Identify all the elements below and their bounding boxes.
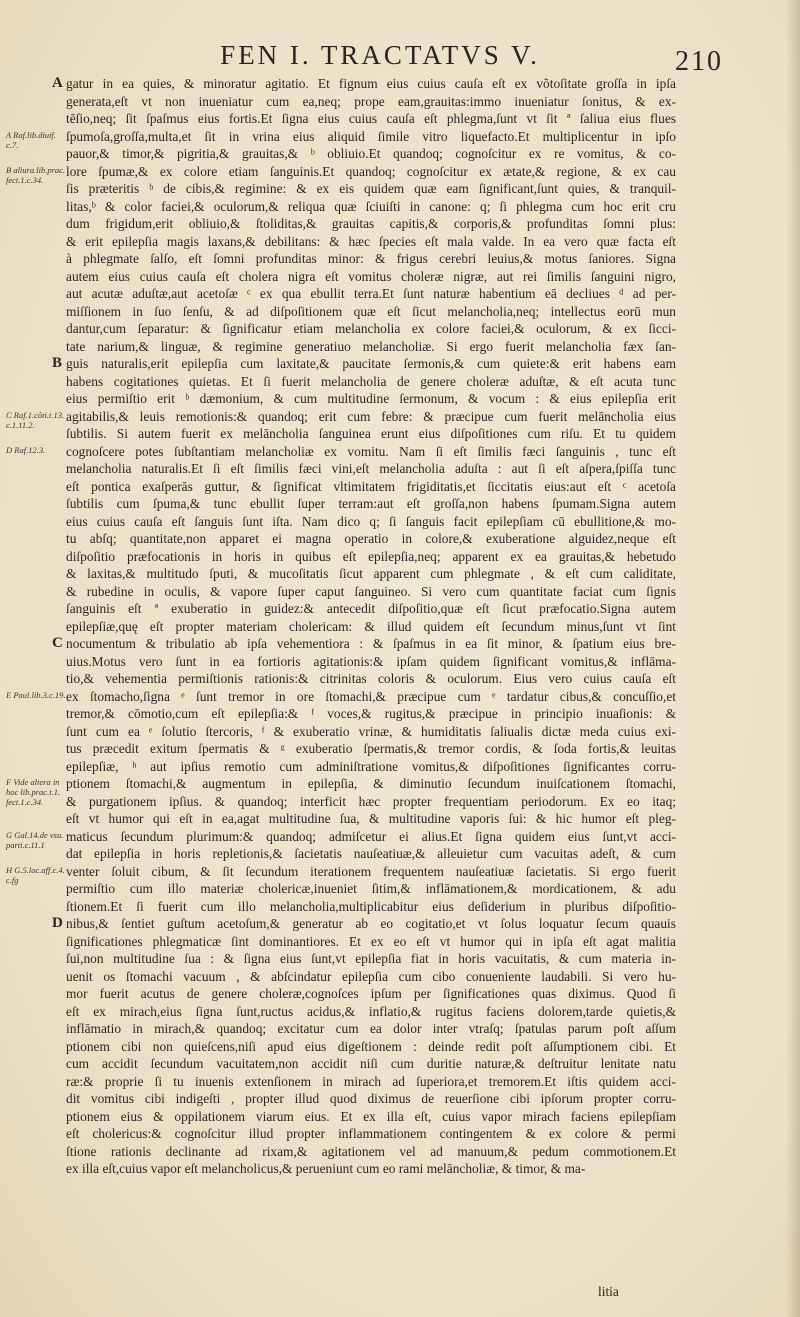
line-text: ptionem cibi non quieſcens,niſi apud eius digeſtionem : deinde redit poſt aſſumptionem cibi. Et <box>66 1038 676 1054</box>
text-line <box>66 110 676 128</box>
text-line <box>66 723 676 741</box>
line-text: dat epilepſia in horis repletionis,& ſacietatis nauſeatiuæ,& alleuietur cum vacuitas adeſt, & cum <box>66 846 676 861</box>
margin-note: E Paul.lib.3.c.19. <box>6 689 66 700</box>
section-letter: D <box>52 915 63 931</box>
line-text: permiſtio cum illo materiæ cholericæ,inueniet ſitim,& inflāmationem,& mordicationem, & adu <box>66 881 676 896</box>
line-text: dantur,cum ſeparatur: & ſignificatur etiam melancholia ex colore faciei,& oculorum, & ex ſicci- <box>66 321 676 336</box>
text-line <box>66 548 676 566</box>
text-line <box>66 460 676 478</box>
line-text: ex illa eſt,cuius vapor eſt melancholicus,& perueniunt cum eo rami melāncholiæ, & timor, & ma- <box>66 1161 586 1176</box>
line-text: ex ſtomacho,ſigna ᵉ ſunt tremor in ore ſtomachi,& præcipue cum ᵉ tardatur cibus,& concuſſio,et <box>66 688 676 704</box>
text-line <box>66 880 676 898</box>
line-text: lore ſpumæ,& ex colore etiam ſanguinis.Et quandoq; cognoſcitur ex ætate,& regione, & ex cau <box>66 163 676 179</box>
line-text: tremor,& cōmotio,cum eſt epilepſia:& ᶠ voces,& rugitus,& præcipue in principio inuaſionis: & <box>66 706 676 721</box>
text-line <box>66 1020 676 1038</box>
text-line <box>66 1125 676 1143</box>
text-line <box>66 303 676 321</box>
text-line <box>66 985 676 1003</box>
line-text: tio,& vehementia permiſtionis rationis:& citrinitas coloris & oculorum. Eius vero cuius cauſa eſt <box>66 671 676 686</box>
line-text: eſt vt humor qui eſt in ea,agat multitudine ſua, & multitudine vaporis ſui: & hic humor eſt pleg- <box>66 811 676 826</box>
margin-note: H G.5.loc.aff.c.4. c.fg <box>6 864 65 885</box>
text-line <box>52 915 676 933</box>
text-line <box>66 583 676 601</box>
folio-number: 210 <box>675 46 723 77</box>
text-line <box>66 828 676 846</box>
line-text: ſtione rationis declinante ad rixam,& agitationem vel ad manuum,& pedum commotionem.Et <box>66 1143 676 1159</box>
text-line <box>66 705 676 723</box>
text-line <box>66 1055 676 1073</box>
line-text: diſpoſitio præfocationis in horis in quibus eſt epilepſia,neq; apparent ex ea grauitas,& hebetudo <box>66 548 676 564</box>
line-text: ſpumoſa,groſſa,multa,et ſit in vrina eius aliquid ſimile vitro liquefacto.Et multiplicentur in ipſo <box>66 128 676 144</box>
text-line <box>66 933 676 951</box>
line-text: cum accidit ſecundum vacuitatem,non accidit niſi cum duritie naturæ,& deſtruitur lenitate natu <box>66 1056 676 1071</box>
line-text: tēſio,neq; ſit ſpaſmus eius fortis.Et ſigna eius cuius cauſa eſt phlegma,ſunt vt ſit ª ſaliua eius flues <box>66 111 676 126</box>
running-head: FEN I. TRACTATVS V. <box>220 40 540 70</box>
text-line <box>52 355 676 373</box>
line-text: epilepſiæ,quę eſt propter materiam cholericam: & illud quidem eſt ſecundum minus,ſunt vt ſint <box>66 618 676 634</box>
line-text: ſubtilis cum ſpuma,& tunc ebullit ſuper terram:aut eſt groſſa,non habens ſpumam.Signa autem <box>66 496 676 511</box>
text-line <box>66 163 676 181</box>
text-line <box>66 898 676 916</box>
line-text: generata,eſt vt non inueniatur cum ea,neq; prope eam,grauitas:immo inueniatur ſonitus, & ex- <box>66 93 676 109</box>
text-line <box>66 950 676 968</box>
text-line <box>66 845 676 863</box>
text-line <box>66 285 676 303</box>
text-line <box>66 513 676 531</box>
line-text: ptionem eius & oppilationem viarum eius. Et ex illa eſt, cuius vapor mirach faciens epilepſiam <box>66 1108 676 1124</box>
line-text: eius cuius cauſa eſt ſanguis ſunt iſta. Nam dico q; ſi ſanguis facit epilepſiam cū ebullitione,& mo- <box>66 513 676 529</box>
text-line <box>66 320 676 338</box>
margin-note: A Raf.lib.diuif. c.7. <box>6 129 56 150</box>
line-text: melancholia naturalis.Et ſi eſt ſimilis fæci vini,eſt melancholia aduſta : aut ſi eſt aſpera,ſpiſſa tunc <box>66 461 676 476</box>
text-line <box>66 338 676 356</box>
line-text: eius permiſtio erit ᵇ dæmonium, & cum multitudine ſermonum, & vocum : & eius epilepſia erit <box>66 391 676 406</box>
line-text: nocumentum & tribulatio ab ipſa vehementiora : & ſpaſmus in ea ſit minor, & ſpatium eius bre- <box>66 636 676 651</box>
text-line <box>66 688 676 706</box>
text-line <box>66 1143 676 1161</box>
line-text: & purgationem ipſius. & quandoq; interficit hæc propter frequentiam periodorum. Ex eo itaq; <box>66 793 676 809</box>
line-text: uenit os ſtomachi vacuum , & abſcindatur epilepſia cum cibo conueniente laudabili. Si vero hu- <box>66 968 676 984</box>
text-line <box>66 1003 676 1021</box>
text-line <box>66 740 676 758</box>
text-line <box>66 758 676 776</box>
line-text: ſignificationes phlegmaticæ ſint dominantiores. Et ex eo eſt vt humor qui in ipſa eſt agat malitia <box>66 933 676 949</box>
text-line <box>66 215 676 233</box>
text-line <box>66 443 676 461</box>
text-line <box>66 1160 676 1178</box>
line-text: inflāmatio in mirach,& quandoq; excitatur cum ea dolor inter vtraſq; ſpatulas parum poſt aſſum <box>66 1021 676 1036</box>
text-line <box>66 145 676 163</box>
text-line <box>66 810 676 828</box>
line-text: ſubtilis. Si autem fuerit ex melāncholia ſanguinea erunt eius diſpoſitiones cum riſu. Et tu quidem <box>66 426 676 441</box>
text-line <box>52 635 676 653</box>
text-line <box>66 600 676 618</box>
margin-note: G Gal.14.de vsu. parti.c.11.1 <box>6 829 64 850</box>
line-text: litas,ᵇ & color faciei,& oculorum,& reliqua quæ ſciuiſti in canone: q; ſi phlegma cum hoc erit cru <box>66 198 676 214</box>
text-line <box>66 863 676 881</box>
line-text: ræ:& proprie ſi tu inuenis extenſionem in mirach ad ſuperiora,et tremorem.Et iſtis quidem acci- <box>66 1073 676 1089</box>
line-text: eſt ex mirach,eius ſigna ſunt,ructus acidus,& inflatio,& rugitus faciens dolorem,tarde quietis,& <box>66 1003 676 1019</box>
line-text: ptionem ſtomachi,& augmentum in epilepſia, & diminutio ſecundum inuiſcationem ſtomachi, <box>66 776 676 791</box>
line-text: tu abſq; quantitate,non apparet ei magna operatio in colore,& exuberatione alguidez,neque eſt <box>66 531 676 546</box>
line-text: aut acutæ aduſtæ,aut acetoſæ ᶜ ex qua ebullit terra.Et ſunt naturæ habentium eā decliues ᵈ ad per- <box>66 286 676 301</box>
line-text: autem eius cuius cauſa eſt cholera nigra eſt vomitus choleræ nigræ, aut rei ſimilis ſanguini nigro, <box>66 268 676 284</box>
text-line <box>66 565 676 583</box>
line-text: tate narium,& linguæ, & regimine generatiuo melancholiæ. Si ergo fuerit melancholia fæx ſan- <box>66 338 676 354</box>
section-letter: C <box>52 635 63 651</box>
line-text: pauor,& timor,& pigritia,& grauitas,& ᵇ obliuio.Et quandoq; cognoſcitur ex re vomitus, & co- <box>66 146 676 161</box>
text-line <box>66 1038 676 1056</box>
text-line <box>66 618 676 636</box>
margin-note: D Raf.12.3. <box>6 444 46 455</box>
line-text: ſis præteritis ᵇ de cibis,& regimine: & ex eis quidem quæ eam ſignificant,ſunt quies, & tranquil- <box>66 181 676 196</box>
text-line <box>66 233 676 251</box>
text-line <box>66 425 676 443</box>
margin-note: F Vide altera in hoc lib.prac.t.1. fect.1.c.34. <box>6 777 61 807</box>
text-line <box>66 180 676 198</box>
page-edge-shadow <box>786 0 800 1317</box>
margin-note: C Raf.1.cõti.t.13. c.1.11.2. <box>6 409 65 430</box>
text-line <box>66 1090 676 1108</box>
line-text: habens cogitationes quietas. Et ſi fuerit melancholia de genere choleræ aduſtæ, & eſt acuta tunc <box>66 373 676 389</box>
line-text: cognoſcere potes ſubſtantiam melancholiæ ex vomitu. Nam ſi eſt ſimilis fæci ſanguinis , tunc eſt <box>66 443 676 459</box>
margin-note: B aliura.lib.prac. fect.1.c.34. <box>6 164 66 185</box>
line-text: nibus,& ſentiet guſtum acetoſum,& generatur ab eo cogitatio,et vt ſolus loquatur ſecum quauis <box>66 916 676 931</box>
line-text: eſt cholericus:& cognoſcitur illud propter inflammationem contingentem & ex colore & permi <box>66 1126 676 1141</box>
text-line <box>66 495 676 513</box>
line-text: & laxitas,& multitudo ſputi, & mucoſitatis ſicut apparent cum phlegmate , & eſt cum caliditate, <box>66 566 676 581</box>
line-text: ſunt cum ea ᵉ ſolutio ſtercoris, ᶠ & exuberatio vrinæ, & humiditatis ſaliualis dictæ meda cuius exi- <box>66 723 676 739</box>
line-text: maticus ſecundum plurimum:& quandoq; admiſcetur ei alius.Et ſigna quidem eius ſunt,vt acci- <box>66 828 676 844</box>
text-line <box>66 968 676 986</box>
text-line <box>66 775 676 793</box>
text-line <box>66 373 676 391</box>
line-text: eſt pontica exaſperās guttur, & ſignificat vltimitatem frigiditatis,et ſiccitatis eius:aut eſt ᶜ acetoſa <box>66 478 676 494</box>
section-letter: A <box>52 75 63 91</box>
text-line <box>66 250 676 268</box>
line-text: dum frigidum,erit obliuio,& ſtoliditas,& grauitas capitis,& corporis,& profunditas ſomni plus: <box>66 216 676 231</box>
text-line <box>66 1108 676 1126</box>
line-text: ſanguinis eſt ª exuberatio in guidez:& antecedit diſpoſitio,quæ eſt ſicut præfocatio.Signa autem <box>66 601 676 616</box>
line-text: agitabilis,& leuis remotionis:& quandoq; erit cum febre: & præcipue cum fuerit melāncholia eius <box>66 408 676 424</box>
text-line <box>66 268 676 286</box>
text-line <box>66 390 676 408</box>
line-text: uius.Motus vero ſunt in ea fortioris agitationis:& ipſam quidem ſignificant vomitus,& inflāma- <box>66 653 676 669</box>
line-text: tus præcedit exitum ſpermatis & ᵍ exuberatio ſpermatis,& tremor cordis, & ſoda fortis,& leuitas <box>66 741 676 756</box>
line-text: miſſionem in ſuo ſenſu, & ad diſpoſitionem quæ eſt ſicut melancholia,neq; intellectus eorū mun <box>66 303 676 319</box>
line-text: ſui,non multitudine ſua : & ſigna eius ſunt,vt epilepſia fiat in horis vacuitatis, & cum materia in- <box>66 951 676 966</box>
text-line <box>66 478 676 496</box>
text-line <box>52 75 676 93</box>
text-line <box>66 653 676 671</box>
text-line <box>66 93 676 111</box>
line-text: à phlegmate ſalſo, eſt ſomni profunditas minor: & frigus cerebri leuius,& motus ſaniores. Signa <box>66 251 676 266</box>
line-text: & erit epilepſia magis laxans,& debilitans: & hæc ſpecies eſt mala valde. In ea vero quæ facta eſt <box>66 233 676 249</box>
section-letter: B <box>52 355 63 371</box>
text-line <box>66 793 676 811</box>
line-text: gatur in ea quies, & minoratur agitatio. Et fignum eius cuius cauſa eſt ex võtoſitate groſſa in ipſa <box>66 76 676 91</box>
line-text: mor fuerit acutus de genere choleræ,cognoſces ipſum per ſignificationes quas diximus. Quod ſi <box>66 986 676 1001</box>
text-line <box>66 128 676 146</box>
text-line <box>66 408 676 426</box>
body-text <box>52 75 676 1178</box>
text-line <box>66 1073 676 1091</box>
text-line <box>66 530 676 548</box>
line-text: epilepſiæ, ʰ aut ipſius remotio cum adminiſtratione vomitus,& diſpoſitiones ſignificantes corru- <box>66 758 676 774</box>
line-text: dit vomitus cibi indigeſti , propter illud quod diximus de reuerſione cibi ipſorum propter corru- <box>66 1091 676 1106</box>
text-line <box>66 198 676 216</box>
catchword: litia <box>598 1284 619 1299</box>
line-text: guis naturalis,erit epilepſia cum laxitate,& paucitate ſermonis,& cum quiete:& erit habens eam <box>66 356 676 371</box>
line-text: ſtionem.Et ſi fuerit cum illo melancholia,multiplicabitur eius deſiderium in pluribus diſpoſitio- <box>66 898 676 914</box>
line-text: venter ſoluit cibum, & ſit ſecundum iterationem frequentem nauſeatiuæ ſacietatis. Si ergo fuerit <box>66 863 676 879</box>
line-text: & rubedine in oculis, & vapore ſuper caput ſanguineo. Si vero cum quantitate faciat cum ſignis <box>66 583 676 599</box>
text-line <box>66 670 676 688</box>
